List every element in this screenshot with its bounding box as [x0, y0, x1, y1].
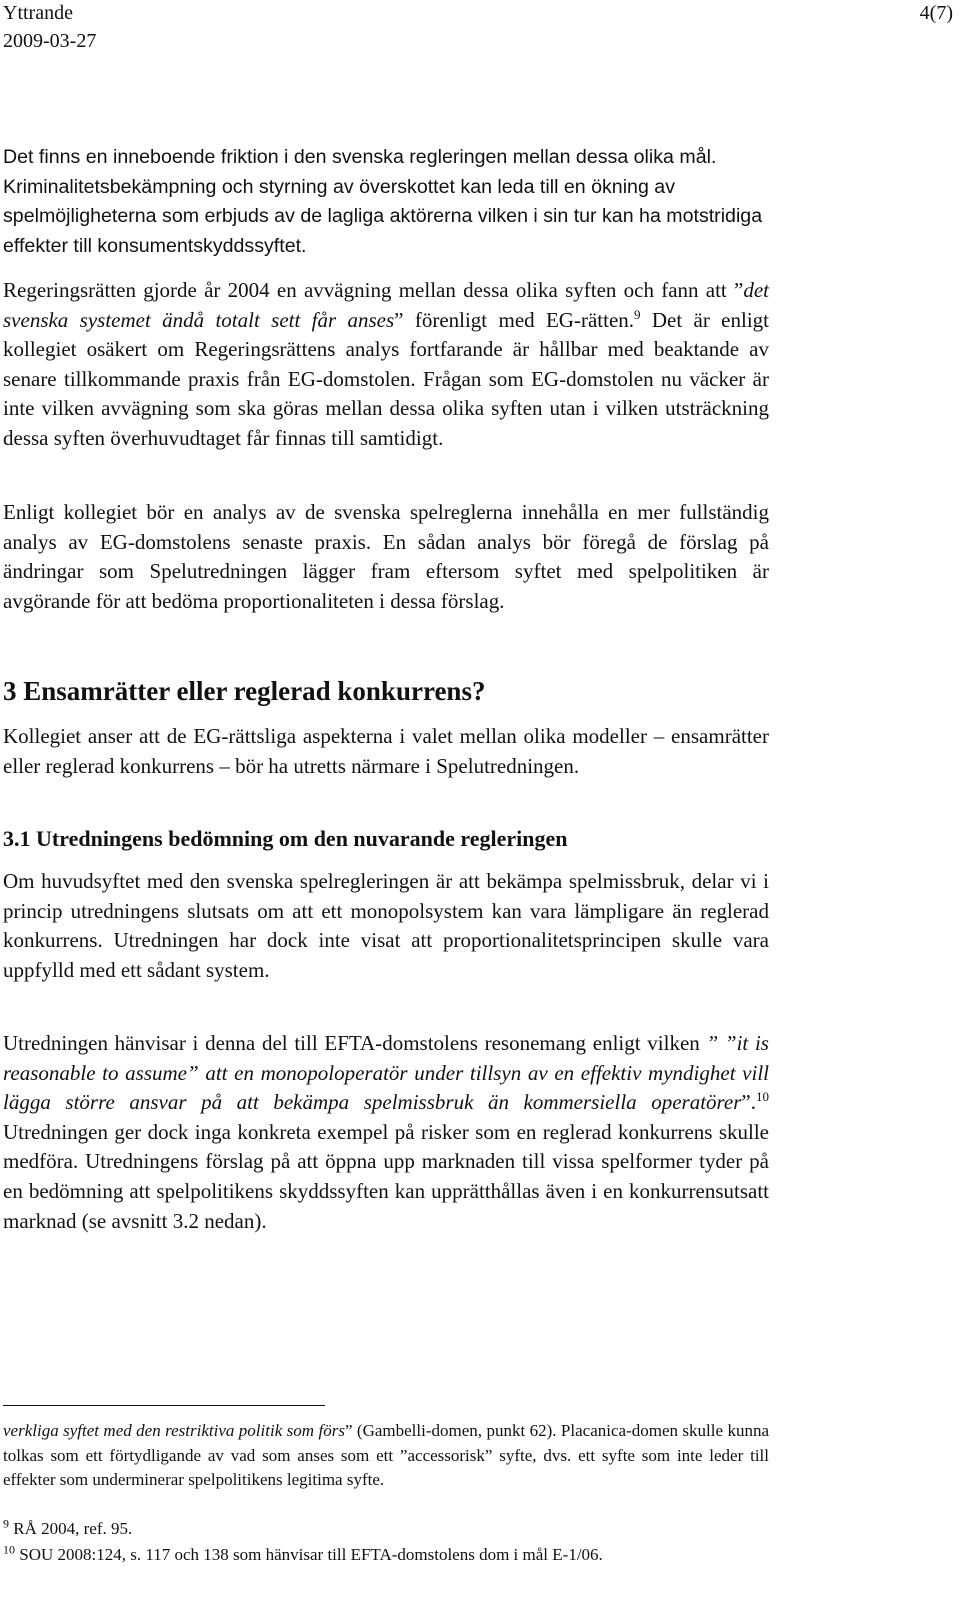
paragraph-efta [3, 1029, 769, 1236]
footnote-ref-10[interactable]: 10 [756, 1089, 769, 1105]
section-heading-3-1: 3.1 Utredningens bedömning om den nuvarande regleringen [3, 826, 568, 851]
footnote-separator [3, 1405, 325, 1406]
footnote-text: ” (Gambelli-domen, punkt 62). Placanica-domen skulle kunna tolkas som ett förtydligande av vad som anses som ett ”accessorisk” syfte, dvs. ett syfte som inte leder till effekter som underminerar spelpolitikens legitima syfte. [3, 1421, 769, 1489]
paragraph-friction: Det finns en inneboende friktion i den svenska regleringen mellan dessa olika mål. Kriminalitetsbekämpning och styrning av överskottet kan leda till en ökning av spelmöjligheterna som erbjuds av de lagliga aktörerna vilken i sin tur kan ha motstridiga effekter till konsumentskyddssyftet. [3, 146, 763, 257]
quote-italic: det svenska systemet ändå totalt sett får anses [3, 278, 769, 332]
footnote-text: RÅ 2004, ref. 95. [9, 1519, 133, 1538]
document-date: 2009-03-27 [3, 30, 97, 52]
paragraph-analysis: Enligt kollegiet bör en analys av de svenska spelreglerna innehålla en mer fullständig analys av EG-domstolens senaste praxis. En sådan analys bör föregå de förslag på ändringar som Spelutredningen lägger fram eftersom syftet med spelpolitiken är avgörande för att bedöma proportionaliteten i dessa förslag. [3, 500, 769, 613]
footnote-ref-9[interactable]: 9 [634, 306, 641, 322]
footnote-text: SOU 2008:124, s. 117 och 138 som hänvisar till EFTA-domstolens dom i mål E-1/06. [15, 1545, 603, 1564]
footnote-10 [3, 1543, 769, 1568]
paragraph-text: Regeringsrätten gjorde år 2004 en avvägning mellan dessa olika syften och fann att ” [3, 278, 744, 302]
paragraph-huvudsyftet: Om huvudsyftet med den svenska spelregleringen är att bekämpa spelmissbruk, delar vi i princip utredningens slutsats om att ett monopolsystem kan vara lämpligare än reglerad konkurrens. Utredningen har dock inte visat att proportionalitetsprincipen skulle vara uppfylld med ett sådant system. [3, 869, 769, 982]
paragraph-regeringsratten [3, 276, 769, 454]
footnote-italic: verkliga syftet med den restriktiva politik som förs [3, 1421, 345, 1440]
quote-italic: ” ”it is reasonable to assume” att en monopoloperatör under tillsyn av en effektiv myndighet vill lägga större ansvar på att bekämpa spelmissbruk än kommersiella operatörer [3, 1031, 769, 1115]
paragraph-text: ”. [741, 1090, 756, 1115]
paragraph-kollegiet: Kollegiet anser att de EG-rättsliga aspekterna i valet mellan olika modeller – ensamrätter eller reglerad konkurrens – bör ha utretts närmare i Spelutredningen. [3, 724, 769, 778]
page-number: 4(7) [919, 2, 953, 24]
footnote-number: 10 [3, 1542, 15, 1557]
footnote-9 [3, 1517, 769, 1542]
footnote-number: 9 [3, 1516, 9, 1531]
footnote-continuation [3, 1419, 769, 1493]
document-type: Yttrande [3, 2, 73, 24]
paragraph-text: ” förenligt med EG-rätten. [394, 307, 635, 332]
paragraph-text: Utredningen hänvisar i denna del till EFTA-domstolens resonemang enligt vilken [3, 1031, 707, 1055]
paragraph-text: Det är enligt kollegiet osäkert om Regeringsrättens analys fortfarande är hållbar med beaktande av senare tillkommande praxis från EG-domstolen. Frågan som EG-domstolen nu väcker är inte vilken avvägning som ska göras mellan dessa olika syften utan i vilken utsträckning dessa syften överhuvudtaget får finnas till samtidigt. [3, 307, 770, 450]
section-heading-3: 3 Ensamrätter eller reglerad konkurrens? [3, 676, 486, 706]
paragraph-text: Utredningen ger dock inga konkreta exempel på risker som en reglerad konkurrens skulle medföra. Utredningens förslag på att öppna upp marknaden till vissa spelformer tyder på en bedömning att spelpolitikens skyddssyften kan upprätthållas även i en konkurrensutsatt marknad (se avsnitt 3.2 nedan). [3, 1119, 769, 1233]
